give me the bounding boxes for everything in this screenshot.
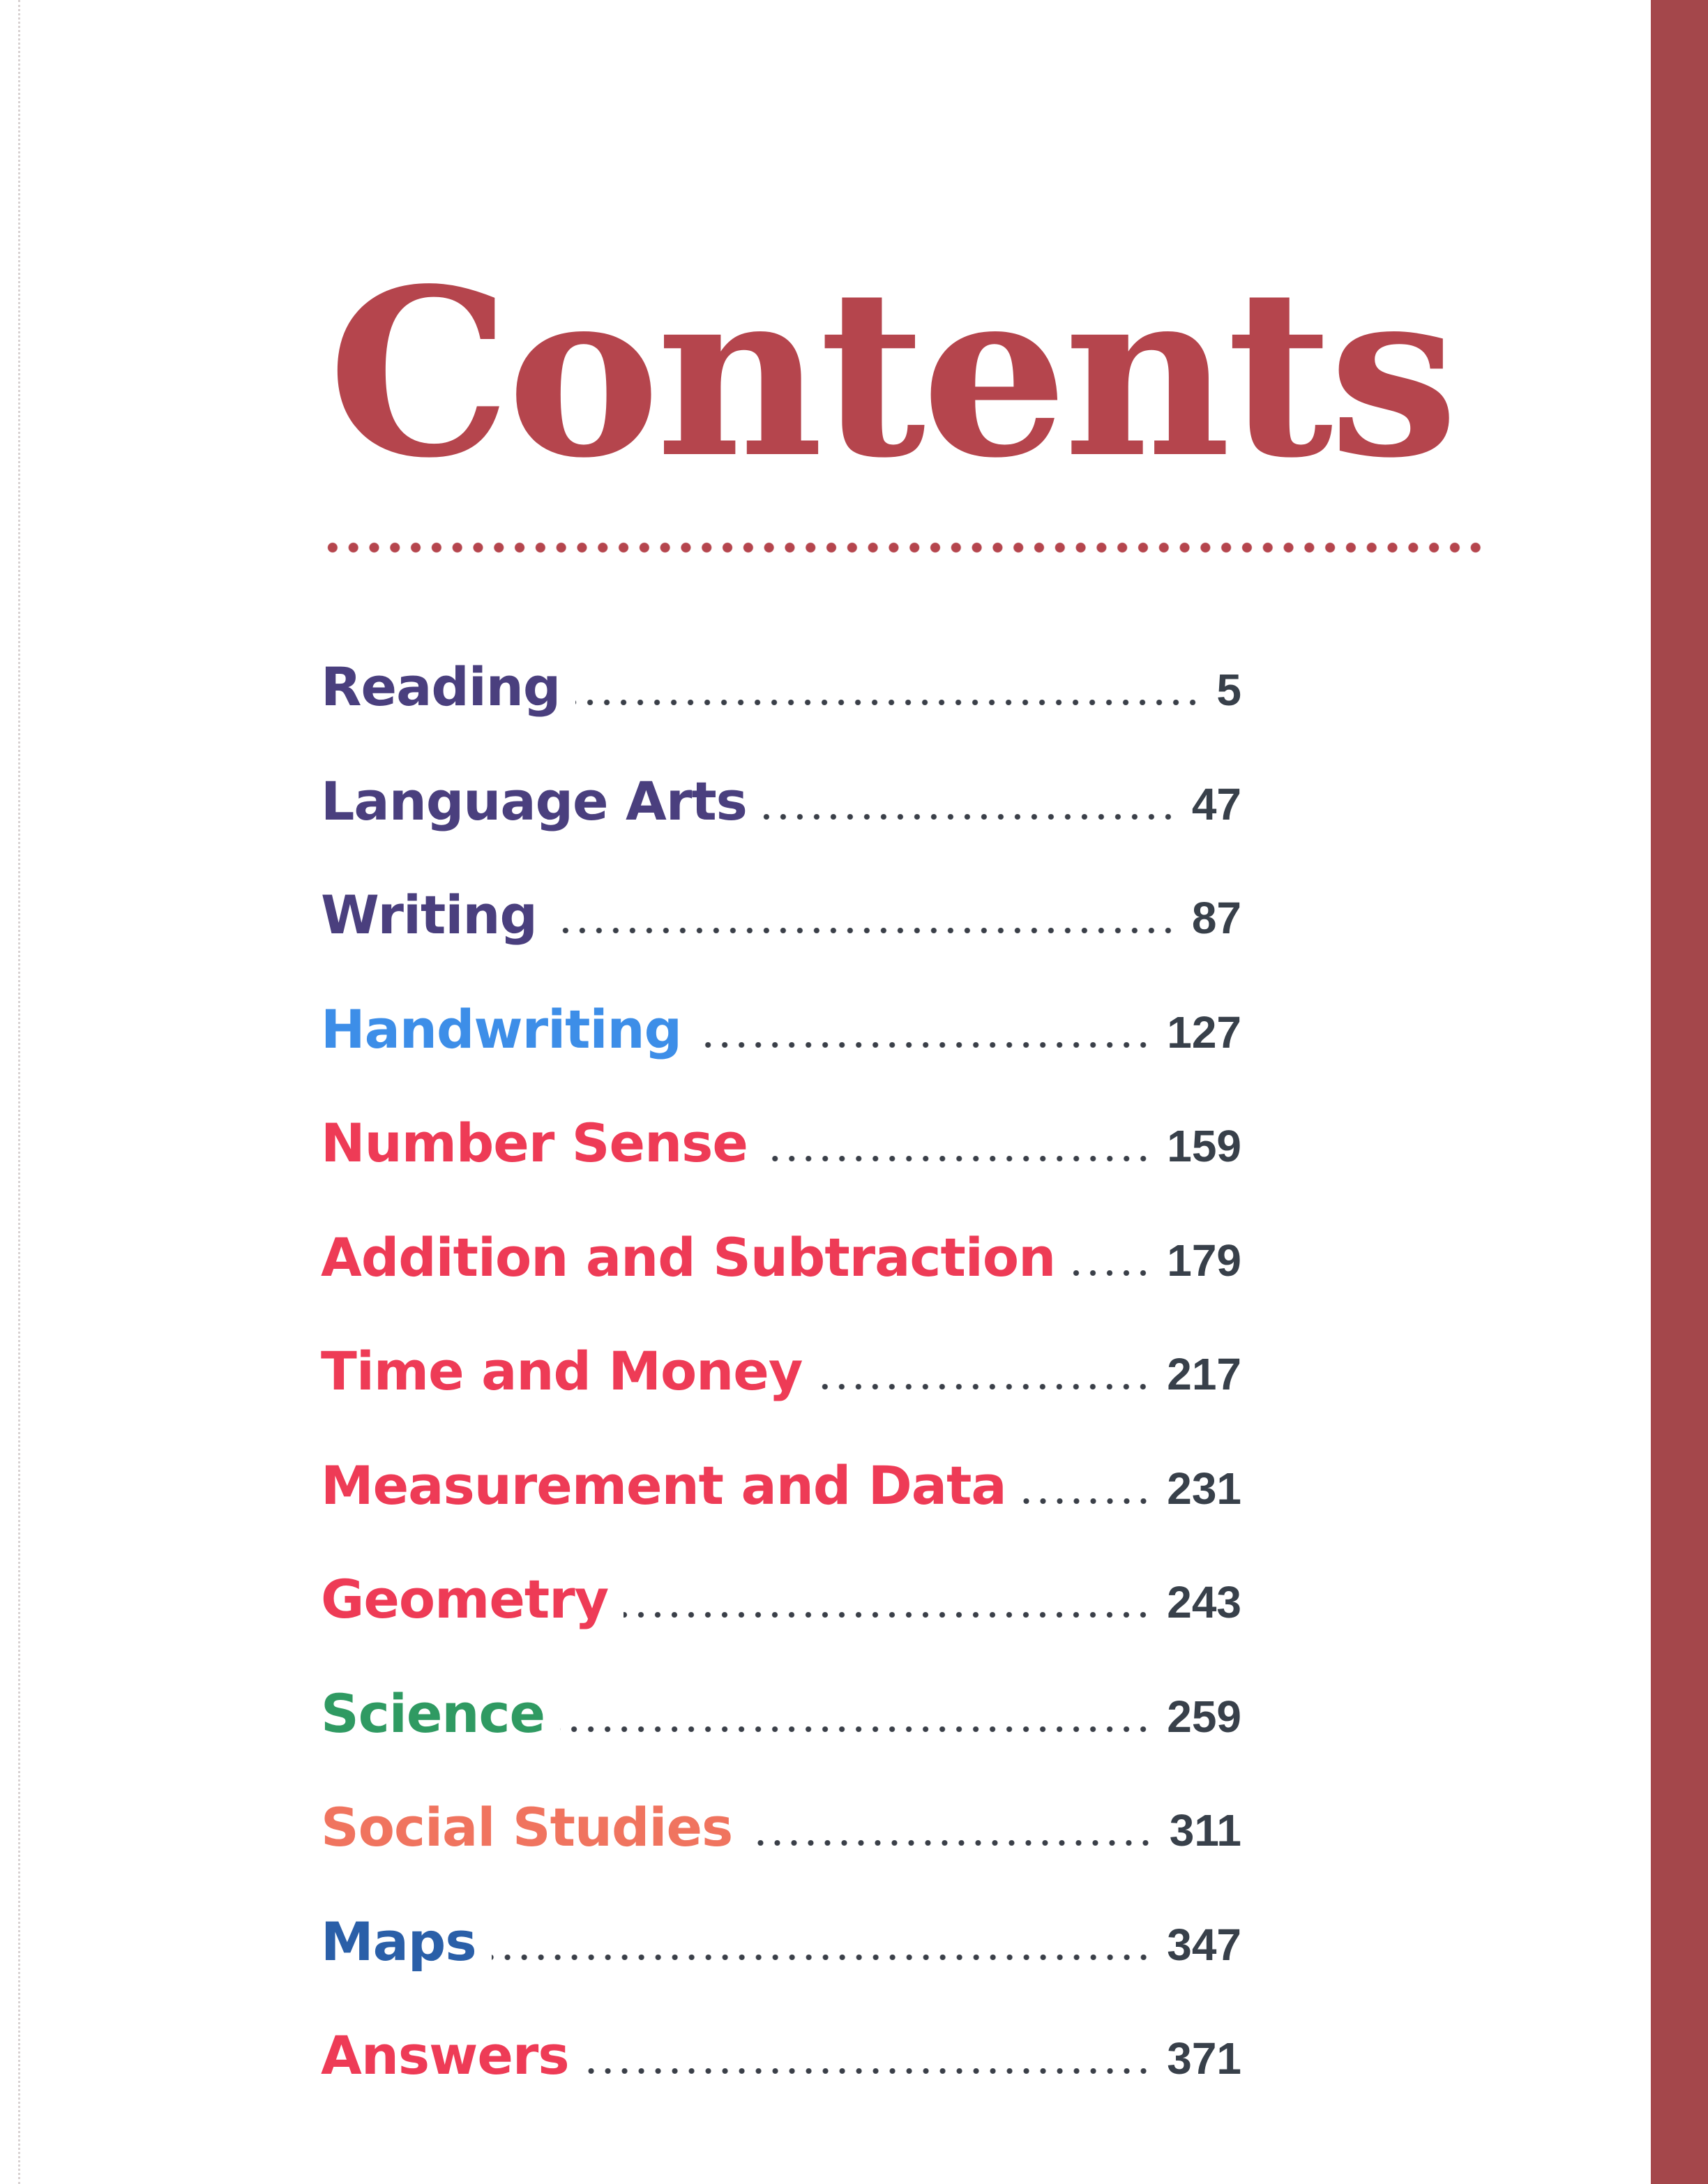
toc-entry-page-number: 243 [1167,1577,1241,1627]
dot-leader [492,1955,1152,1960]
toc-entry-page-number: 311 [1169,1805,1241,1855]
toc-entry[interactable] [321,1796,1241,1911]
toc-entry-title: Reading [321,656,561,718]
toc-entry-title: Language Arts [321,769,747,832]
toc-entry-page-number: 87 [1191,893,1241,943]
toc-entry-title: Measurement and Data [321,1454,1006,1516]
toc-entry[interactable] [321,2024,1241,2139]
toc-entry-page-number: 259 [1167,1691,1241,1742]
toc-entry[interactable] [321,884,1241,998]
toc-entry-title: Time and Money [321,1340,803,1402]
dot-leader [697,1042,1151,1048]
dot-leader [762,814,1177,820]
toc-entry-title: Writing [321,884,537,946]
toc-entry-page-number: 347 [1167,1919,1241,1970]
toc-entry-page-number: 47 [1191,778,1241,829]
toc-entry-title: Answers [321,2024,569,2086]
page-title: Contents [328,238,1455,509]
toc-entry[interactable] [321,1226,1241,1341]
toc-entry[interactable] [321,1112,1241,1226]
toc-entry-page-number: 179 [1167,1235,1241,1286]
toc-entry-title: Handwriting [321,997,682,1060]
dot-leader [575,700,1201,705]
toc-entry[interactable] [321,998,1241,1113]
dot-leader [552,928,1177,933]
dot-leader [817,1384,1151,1390]
toc-entry[interactable] [321,770,1241,884]
table-of-contents [321,656,1241,2139]
toc-entry-title: Geometry [321,1568,609,1630]
toc-entry-page-number: 217 [1167,1349,1241,1399]
toc-entry[interactable] [321,1454,1241,1569]
toc-entry[interactable] [321,1340,1241,1454]
dot-leader [748,1840,1154,1846]
dot-leader [584,2068,1152,2074]
toc-entry[interactable] [321,656,1241,770]
toc-entry-title: Addition and Subtraction [321,1226,1056,1288]
toc-entry-page-number: 371 [1167,2033,1241,2084]
dot-leader [1022,1498,1152,1504]
toc-entry[interactable] [321,1911,1241,2025]
page-left-edge [18,0,20,2184]
toc-entry[interactable] [321,1682,1241,1797]
dot-leader [560,1726,1151,1732]
dot-leader [763,1156,1151,1161]
dotted-title-rule [322,540,1488,555]
toc-entry-page-number: 231 [1167,1463,1241,1514]
toc-entry-page-number: 159 [1167,1121,1241,1171]
accent-side-band [1651,0,1708,2184]
toc-entry-title: Science [321,1682,545,1745]
toc-entry-title: Number Sense [321,1112,748,1174]
toc-entry-title: Social Studies [321,1796,733,1858]
toc-entry-page-number: 127 [1167,1007,1241,1057]
toc-entry[interactable] [321,1568,1241,1682]
dot-leader [624,1612,1151,1618]
dot-leader [1071,1270,1151,1276]
toc-entry-page-number: 5 [1216,665,1241,715]
toc-entry-title: Maps [321,1910,476,1973]
